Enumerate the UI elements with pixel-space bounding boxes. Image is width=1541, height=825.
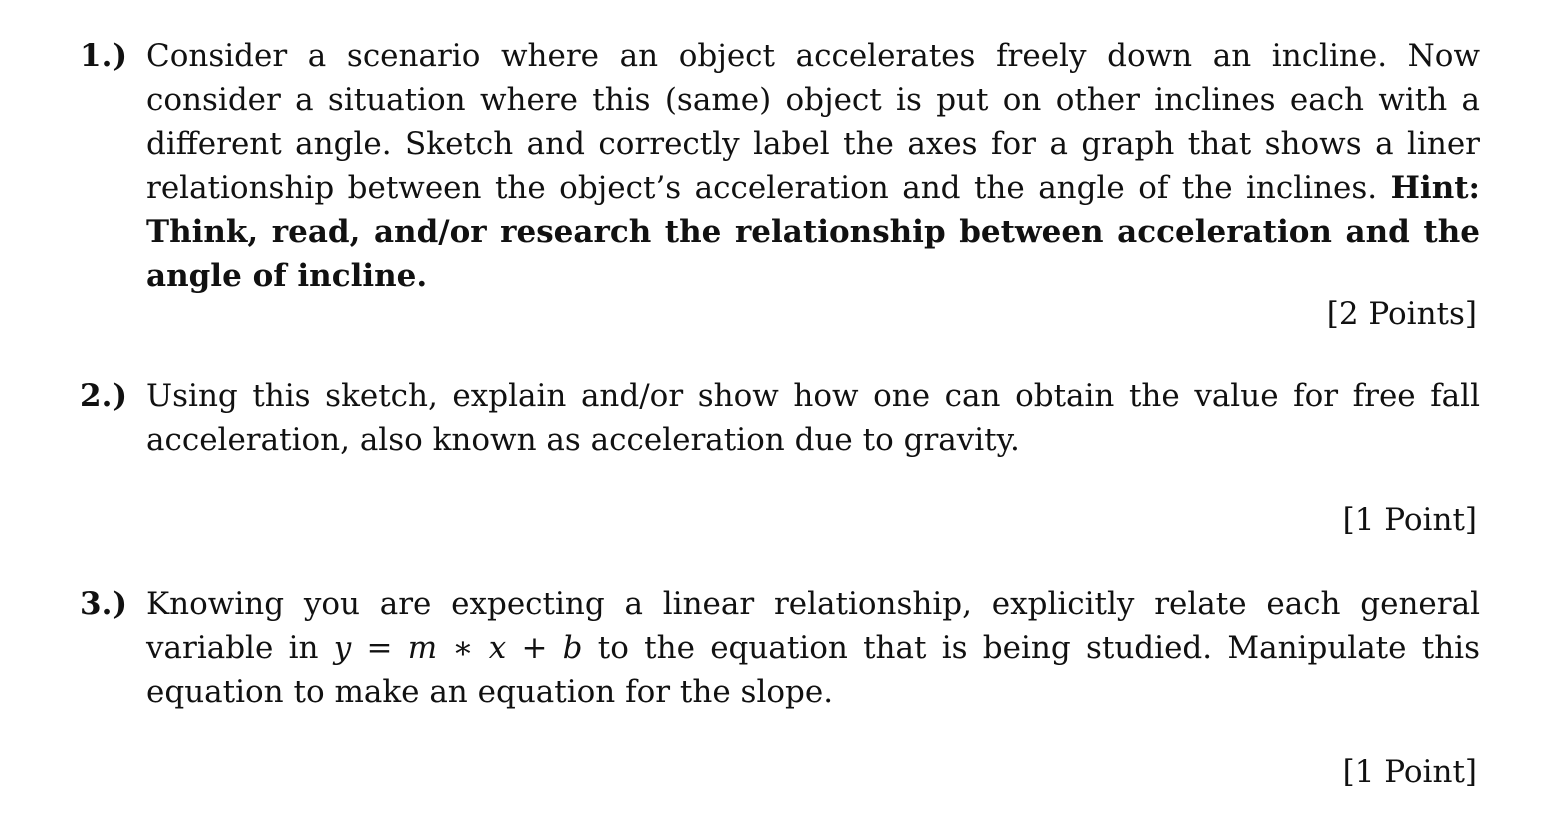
question-1-hint: Hint: Think, read, and/or research the relationship between acceleration and the angle of incline. xyxy=(146,170,1480,294)
question-2-text: Using this sketch, explain and/or show how one can obtain the value for free fall acceleration, also known as acceleration due to gravity. xyxy=(146,378,1480,458)
question-2-points: [1 Point] xyxy=(1342,502,1477,538)
question-2-number: 2.) xyxy=(80,378,128,414)
question-3-text-before: Knowing you are expecting a linear relationship, explicitly relate each general variable in xyxy=(146,586,1480,666)
question-3 xyxy=(80,582,1480,714)
question-3-text-after: to the equation that is being studied. Manipulate this equation to make an equation for the slope. xyxy=(146,630,1480,710)
question-3-text-block xyxy=(146,582,1480,714)
question-1-text-block xyxy=(146,34,1480,298)
question-1-text: Consider a scenario where an object accelerates freely down an incline. Now consider a situation where this (same) object is put on other inclines each with a different angle. Sketch and correctly label the axes for a graph that shows a liner relationship between the object’s acceleration and the angle of the inclines. xyxy=(146,38,1480,206)
question-3-number: 3.) xyxy=(80,586,128,622)
question-3-equation: y = m ∗ x + b xyxy=(333,630,583,666)
question-1-points: [2 Points] xyxy=(1326,296,1477,332)
question-1-number: 1.) xyxy=(80,38,128,74)
question-1 xyxy=(80,34,1480,298)
question-3-points: [1 Point] xyxy=(1342,754,1477,790)
question-2 xyxy=(80,374,1480,462)
